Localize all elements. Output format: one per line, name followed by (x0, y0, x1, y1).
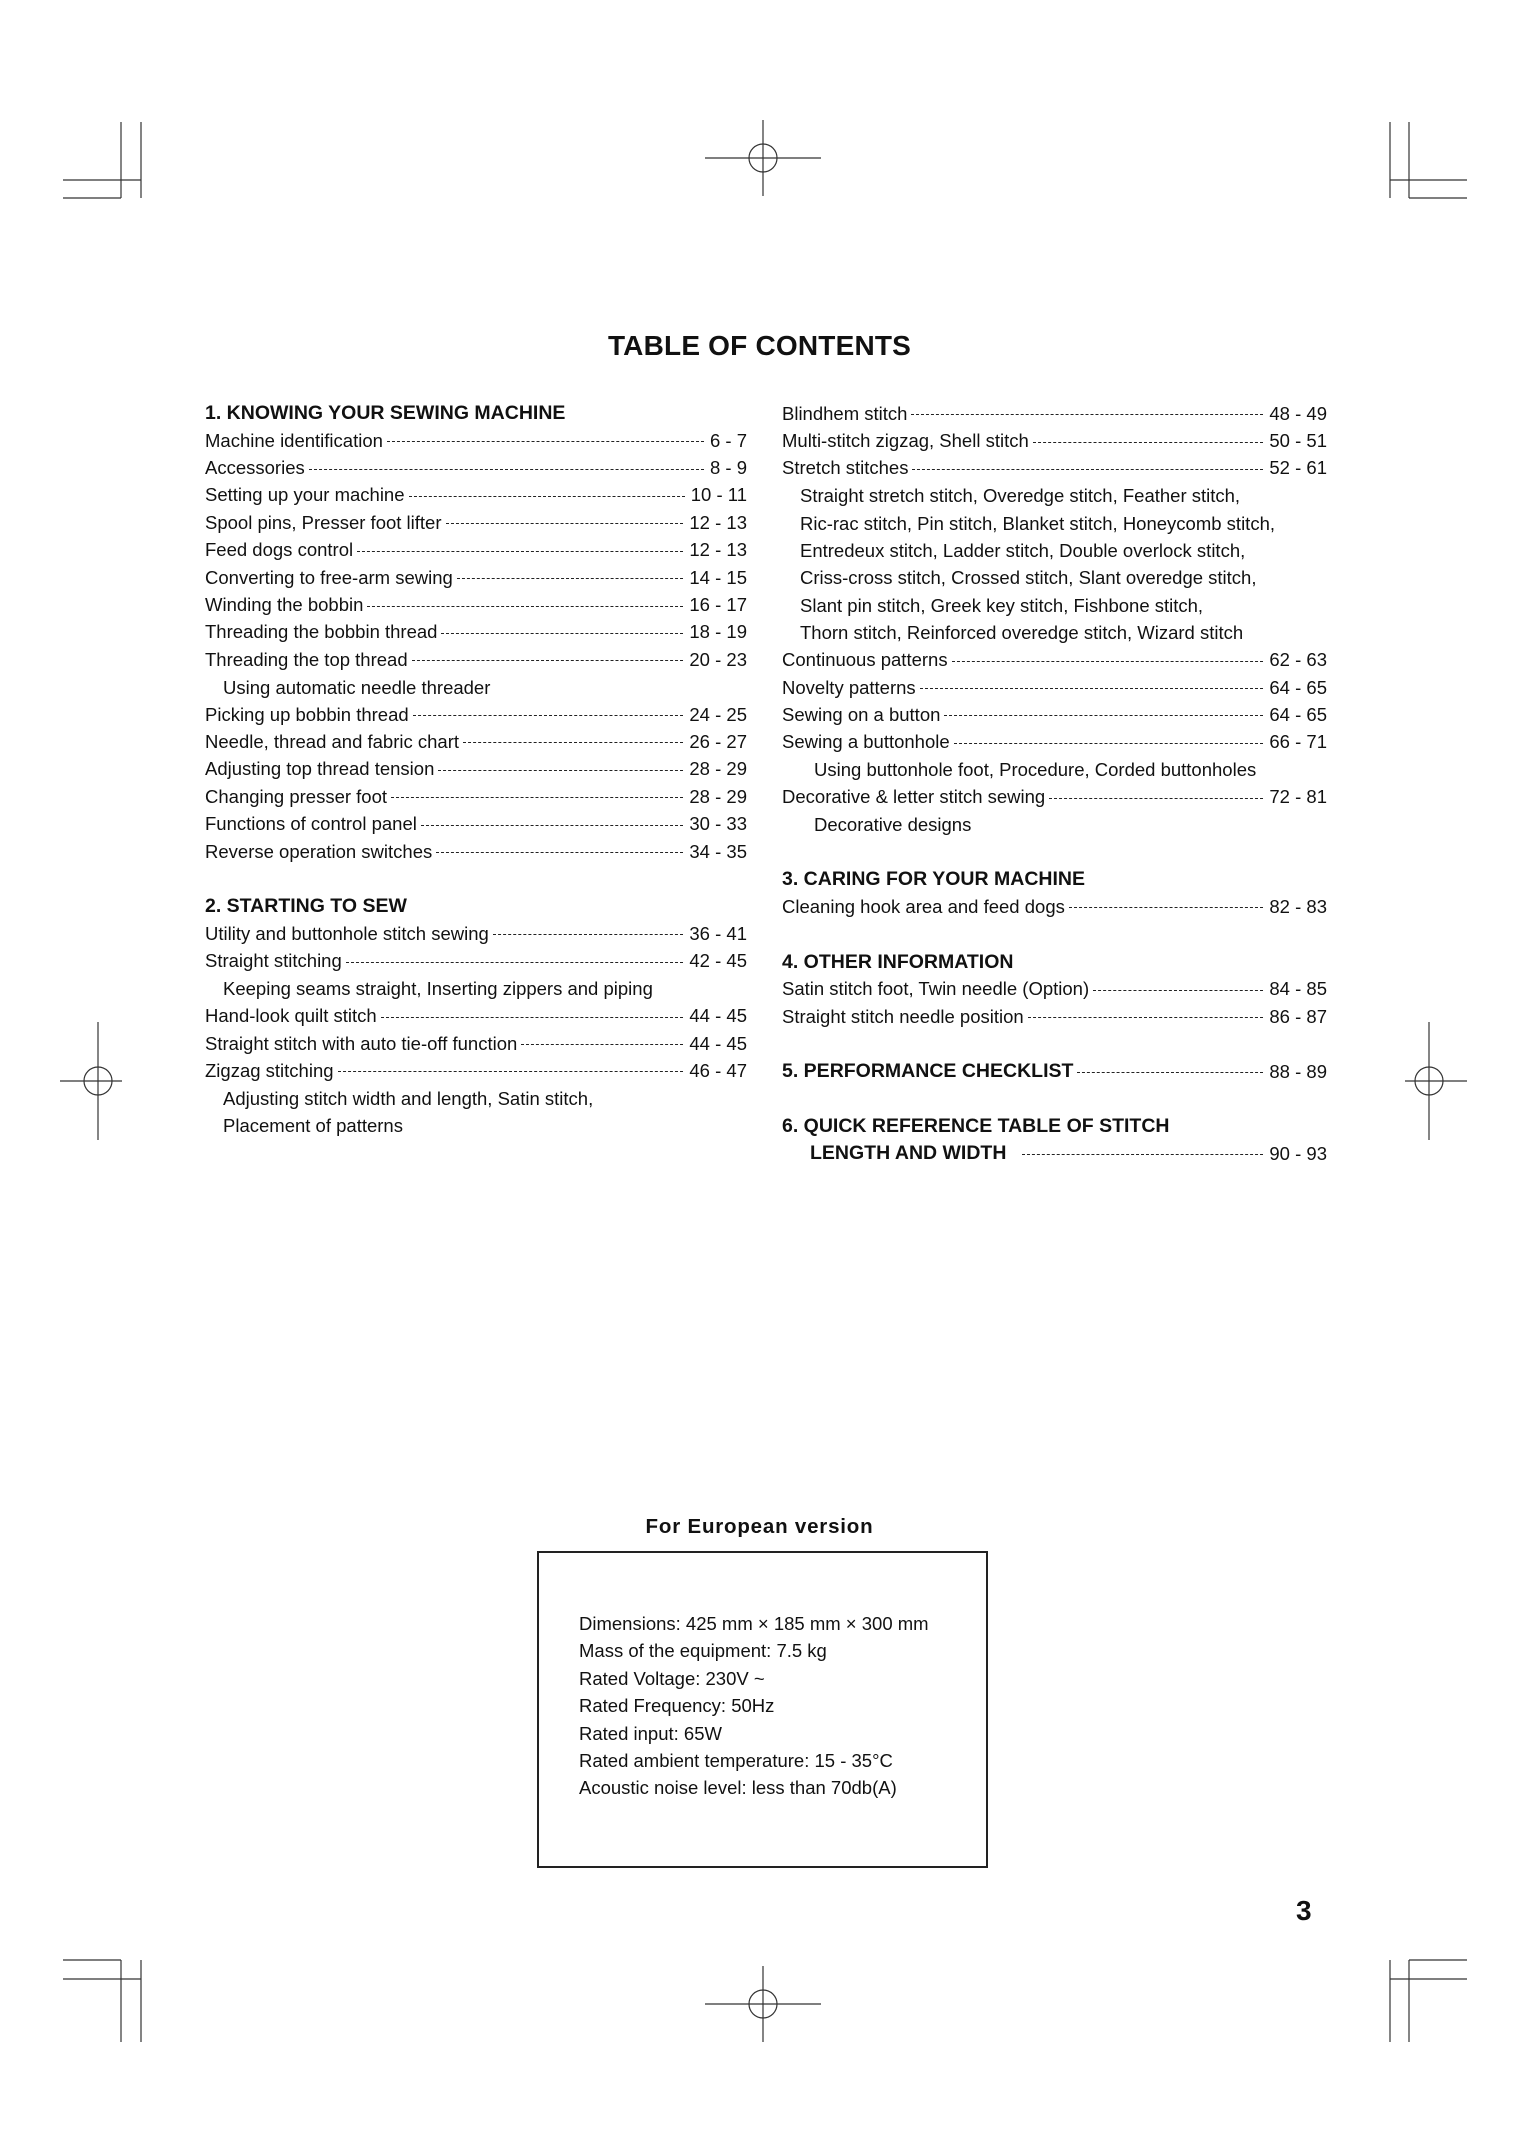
toc-section-entry[interactable] (782, 1058, 1327, 1085)
entry-title: Functions of control panel (205, 813, 417, 835)
toc-subtopics: Ric-rac stitch, Pin stitch, Blanket stitch, Honeycomb stitch, (800, 512, 1275, 534)
page-range: 44 - 45 (689, 1032, 747, 1054)
section-heading: 1. KNOWING YOUR SEWING MACHINE (205, 402, 566, 424)
toc-entry[interactable] (782, 729, 1327, 756)
page-range: 72 - 81 (1269, 786, 1327, 808)
entry-title: Straight stitch needle position (782, 1005, 1024, 1027)
section-entries (205, 427, 747, 865)
toc-entry[interactable] (205, 537, 747, 564)
toc-entry[interactable] (205, 591, 747, 618)
toc-entry[interactable] (205, 482, 747, 509)
dot-leader (944, 715, 1263, 716)
entry-title: Decorative & letter stitch sewing (782, 786, 1046, 808)
toc-subtopics: Decorative designs (814, 813, 972, 835)
page-range: 24 - 25 (689, 703, 747, 725)
entry-title: Converting to free-arm sewing (205, 566, 453, 588)
section-heading: 5. PERFORMANCE CHECKLIST (782, 1060, 1074, 1083)
entry-title: Novelty patterns (782, 676, 916, 698)
entry-title: Needle, thread and fabric chart (205, 730, 460, 752)
toc-entry[interactable] (205, 646, 747, 673)
toc-right-column (782, 400, 1327, 1167)
toc-entry[interactable] (782, 427, 1327, 454)
dot-leader (357, 551, 683, 552)
dot-leader (387, 441, 704, 442)
toc-entry[interactable] (205, 1057, 747, 1084)
entry-title: Continuous patterns (782, 649, 948, 671)
page-range: 46 - 47 (689, 1059, 747, 1081)
section-entries (782, 400, 1327, 838)
dot-leader (446, 523, 684, 524)
toc-entry[interactable] (205, 810, 747, 837)
toc-subtopics: Adjusting stitch width and length, Satin stitch, (223, 1087, 594, 1109)
dot-leader (493, 934, 684, 935)
page-range: 34 - 35 (689, 840, 747, 862)
toc-entry[interactable] (782, 455, 1327, 482)
dot-leader (309, 469, 704, 470)
dot-leader (1093, 990, 1263, 991)
toc-subtopics: Using automatic needle threader (223, 676, 491, 698)
entry-title: Zigzag stitching (205, 1059, 334, 1081)
dot-leader (911, 414, 1263, 415)
entry-title: Machine identification (205, 429, 383, 451)
toc-entry[interactable] (782, 674, 1327, 701)
toc-entry[interactable] (782, 783, 1327, 810)
page-range: 8 - 9 (709, 457, 747, 479)
dot-leader (1077, 1072, 1263, 1073)
page-range: 28 - 29 (689, 785, 747, 807)
page-range: 20 - 23 (689, 648, 747, 670)
entry-title: Threading the top thread (205, 648, 408, 670)
dot-leader (338, 1071, 684, 1072)
dot-leader (1028, 1017, 1264, 1018)
dot-leader (436, 852, 683, 853)
dot-leader (346, 962, 684, 963)
entry-title: Accessories (205, 457, 305, 479)
page-range: 66 - 71 (1269, 731, 1327, 753)
dot-leader (463, 742, 683, 743)
page-range: 64 - 65 (1269, 703, 1327, 725)
page-range: 90 - 93 (1269, 1142, 1327, 1164)
toc-entry[interactable] (205, 509, 747, 536)
spec-line: Rated ambient temperature: 15 - 35°C (579, 1749, 893, 1771)
page-range: 48 - 49 (1269, 402, 1327, 424)
page-range: 52 - 61 (1269, 457, 1327, 479)
page-range: 12 - 13 (689, 511, 747, 533)
spec-line: Rated input: 65W (579, 1722, 722, 1744)
entry-title: Sewing a buttonhole (782, 731, 950, 753)
dot-leader (381, 1017, 684, 1018)
page-title: TABLE OF CONTENTS (607, 330, 912, 361)
dot-leader (521, 1044, 683, 1045)
entry-title: Straight stitch with auto tie-off function (205, 1032, 518, 1054)
entry-title: Blindhem stitch (782, 402, 908, 424)
toc-subtopics: Entredeux stitch, Ladder stitch, Double overlock stitch, (800, 539, 1246, 561)
dot-leader (438, 770, 683, 771)
entry-title: Threading the bobbin thread (205, 621, 438, 643)
specifications-list (579, 1610, 929, 1802)
dot-leader (954, 743, 1264, 744)
section-heading: 2. STARTING TO SEW (205, 895, 407, 918)
page-range: 12 - 13 (689, 539, 747, 561)
dot-leader (412, 660, 684, 661)
toc-subtopics: Thorn stitch, Reinforced overedge stitch, Wizard stitch (800, 622, 1244, 644)
spec-line: Rated Voltage: 230V ~ (579, 1667, 765, 1689)
toc-section-entry[interactable] (782, 1140, 1327, 1167)
toc-entry[interactable] (782, 701, 1327, 728)
page-range: 28 - 29 (689, 758, 747, 780)
page-range: 88 - 89 (1269, 1060, 1327, 1082)
toc-entry[interactable] (205, 728, 747, 755)
page-range: 86 - 87 (1269, 1005, 1327, 1027)
european-version-title: For European version (645, 1515, 874, 1538)
dot-leader (457, 578, 684, 579)
toc-entry[interactable] (782, 976, 1327, 1003)
spec-line: Acoustic noise level: less than 70db(A) (579, 1777, 897, 1799)
entry-title: Utility and buttonhole stitch sewing (205, 922, 489, 944)
page-range: 62 - 63 (1269, 649, 1327, 671)
dot-leader (1033, 442, 1264, 443)
page-range: 6 - 7 (709, 429, 747, 451)
toc-entry[interactable] (205, 920, 747, 947)
entry-title: Cleaning hook area and feed dogs (782, 895, 1065, 917)
spec-line: Dimensions: 425 mm × 185 mm × 300 mm (579, 1613, 929, 1634)
toc-entry[interactable] (205, 1002, 747, 1029)
toc-entry[interactable] (205, 838, 747, 865)
toc-entry[interactable] (782, 893, 1327, 920)
page-range: 18 - 19 (689, 621, 747, 643)
entry-title: Sewing on a button (782, 703, 941, 725)
section-entries (782, 976, 1327, 1031)
page-range: 26 - 27 (689, 730, 747, 752)
section-entries (205, 920, 747, 1139)
dot-leader (413, 715, 684, 716)
dot-leader (391, 797, 683, 798)
section-heading: 4. OTHER INFORMATION (782, 950, 1014, 973)
dot-leader (912, 469, 1263, 470)
toc-subtopics: Using buttonhole foot, Procedure, Corded buttonholes (814, 759, 1257, 781)
page-range: 82 - 83 (1269, 895, 1327, 917)
toc-subtopics: Straight stretch stitch, Overedge stitch, Feather stitch, (800, 485, 1241, 507)
page-range: 44 - 45 (689, 1005, 747, 1027)
dot-leader (367, 606, 683, 607)
dot-leader (409, 496, 685, 497)
section-entries (782, 893, 1327, 920)
entry-title: Changing presser foot (205, 785, 388, 807)
entry-title: Multi-stitch zigzag, Shell stitch (782, 430, 1029, 452)
entry-title: Straight stitching (205, 950, 342, 972)
section-heading: 6. QUICK REFERENCE TABLE OF STITCH (782, 1115, 1170, 1138)
dot-leader (952, 661, 1264, 662)
entry-title: Winding the bobbin (205, 594, 364, 616)
section-heading: 3. CARING FOR YOUR MACHINE (782, 868, 1085, 891)
dot-leader (441, 633, 683, 634)
page-range: 14 - 15 (689, 566, 747, 588)
section-heading-continuation: LENGTH AND WIDTH (810, 1142, 1007, 1165)
dot-leader (920, 688, 1264, 689)
toc-entry[interactable] (205, 619, 747, 646)
toc-entry[interactable] (205, 564, 747, 591)
entry-title: Adjusting top thread tension (205, 758, 435, 780)
page-range: 36 - 41 (689, 922, 747, 944)
page-range: 84 - 85 (1269, 978, 1327, 1000)
page-range: 10 - 11 (690, 484, 747, 506)
toc-left-column (205, 400, 747, 1139)
toc-entry[interactable] (782, 1003, 1327, 1030)
entry-title: Reverse operation switches (205, 840, 433, 862)
dot-leader (1022, 1154, 1263, 1155)
toc-entry[interactable] (205, 427, 747, 454)
page-range: 64 - 65 (1269, 676, 1327, 698)
entry-title: Spool pins, Presser foot lifter (205, 511, 442, 533)
page-range: 30 - 33 (689, 813, 747, 835)
dot-leader (421, 825, 684, 826)
entry-title: Satin stitch foot, Twin needle (Option) (782, 978, 1090, 1000)
spec-line: Rated Frequency: 50Hz (579, 1695, 775, 1717)
page-range: 42 - 45 (689, 950, 747, 972)
specifications-box (537, 1551, 988, 1868)
toc-subtopics: Criss-cross stitch, Crossed stitch, Slant overedge stitch, (800, 567, 1257, 589)
toc-entry[interactable] (205, 1030, 747, 1057)
toc-entry[interactable] (782, 400, 1327, 427)
toc-subtopics: Placement of patterns (223, 1114, 403, 1136)
toc-entry[interactable] (205, 756, 747, 783)
toc-entry[interactable] (205, 454, 747, 481)
dot-leader (1049, 798, 1263, 799)
toc-entry[interactable] (782, 647, 1327, 674)
entry-title: Picking up bobbin thread (205, 703, 409, 725)
toc-entry[interactable] (205, 701, 747, 728)
toc-entry[interactable] (205, 783, 747, 810)
entry-title: Hand-look quilt stitch (205, 1005, 377, 1027)
page-range: 16 - 17 (689, 594, 747, 616)
spec-line: Mass of the equipment: 7.5 kg (579, 1640, 827, 1662)
toc-subtopics: Keeping seams straight, Inserting zippers and piping (223, 978, 653, 1000)
dot-leader (1069, 907, 1264, 908)
page-range: 50 - 51 (1269, 430, 1327, 452)
toc-subtopics: Slant pin stitch, Greek key stitch, Fishbone stitch, (800, 594, 1204, 616)
page-number: 3 (1296, 1895, 1312, 1926)
entry-title: Setting up your machine (205, 484, 405, 506)
toc-entry[interactable] (205, 948, 747, 975)
entry-title: Feed dogs control (205, 539, 354, 561)
entry-title: Stretch stitches (782, 457, 909, 479)
